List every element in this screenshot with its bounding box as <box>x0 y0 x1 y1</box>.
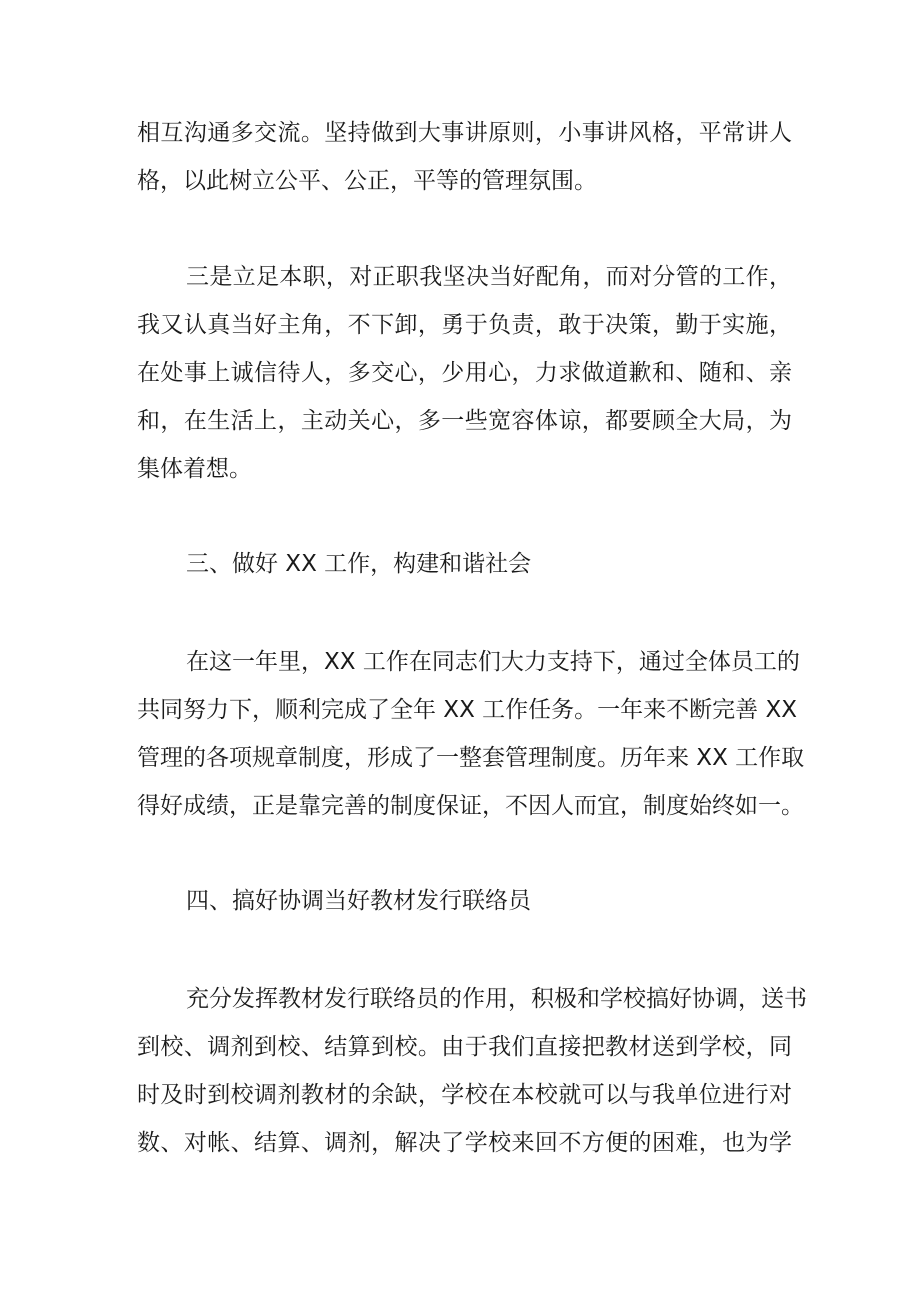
paragraph-line: 管理的各项规章制度，形成了一整套管理制度。历年来 XX 工作取 <box>137 745 805 771</box>
paragraph-line: 时及时到校调剂教材的余缺，学校在本校就可以与我单位进行对 <box>137 1082 792 1108</box>
paragraph-line: 格，以此树立公平、公正，平等的管理氛围。 <box>137 168 597 194</box>
paragraph-line: 到校、调剂到校、结算到校。由于我们直接把教材送到学校，同 <box>137 1034 792 1060</box>
paragraph-line: 在这一年里，XX 工作在同志们大力支持下，通过全体员工的 <box>186 649 800 675</box>
paragraph-line: 数、对帐、结算、调剂，解决了学校来回不方便的困难，也为学 <box>137 1130 792 1156</box>
paragraph-line: 得好成绩，正是靠完善的制度保证，不因人而宜，制度始终如一。 <box>137 793 804 819</box>
paragraph-line: 相互沟通多交流。坚持做到大事讲原则，小事讲风格，平常讲人 <box>137 120 792 146</box>
paragraph-line: 集体着想。 <box>137 456 252 482</box>
paragraph-line: 共同努力下，顺利完成了全年 XX 工作任务。一年来不断完善 XX <box>137 697 797 723</box>
paragraph-line: 我又认真当好主角，不下卸，勇于负责，敢于决策，勤于实施， <box>137 312 792 338</box>
paragraph-line: 充分发挥教材发行联络员的作用，积极和学校搞好协调，送书 <box>186 986 807 1012</box>
paragraph-line: 三是立足本职，对正职我坚决当好配角，而对分管的工作， <box>186 264 792 290</box>
paragraph-line: 和，在生活上，主动关心，多一些宽容体谅，都要顾全大局，为 <box>137 408 792 434</box>
paragraph-line: 在处事上诚信待人，多交心，少用心，力求做道歉和、随和、亲 <box>137 360 792 386</box>
section-heading: 四、搞好协调当好教材发行联络员 <box>186 888 531 914</box>
section-heading: 三、做好 XX 工作，构建和谐社会 <box>186 551 532 577</box>
